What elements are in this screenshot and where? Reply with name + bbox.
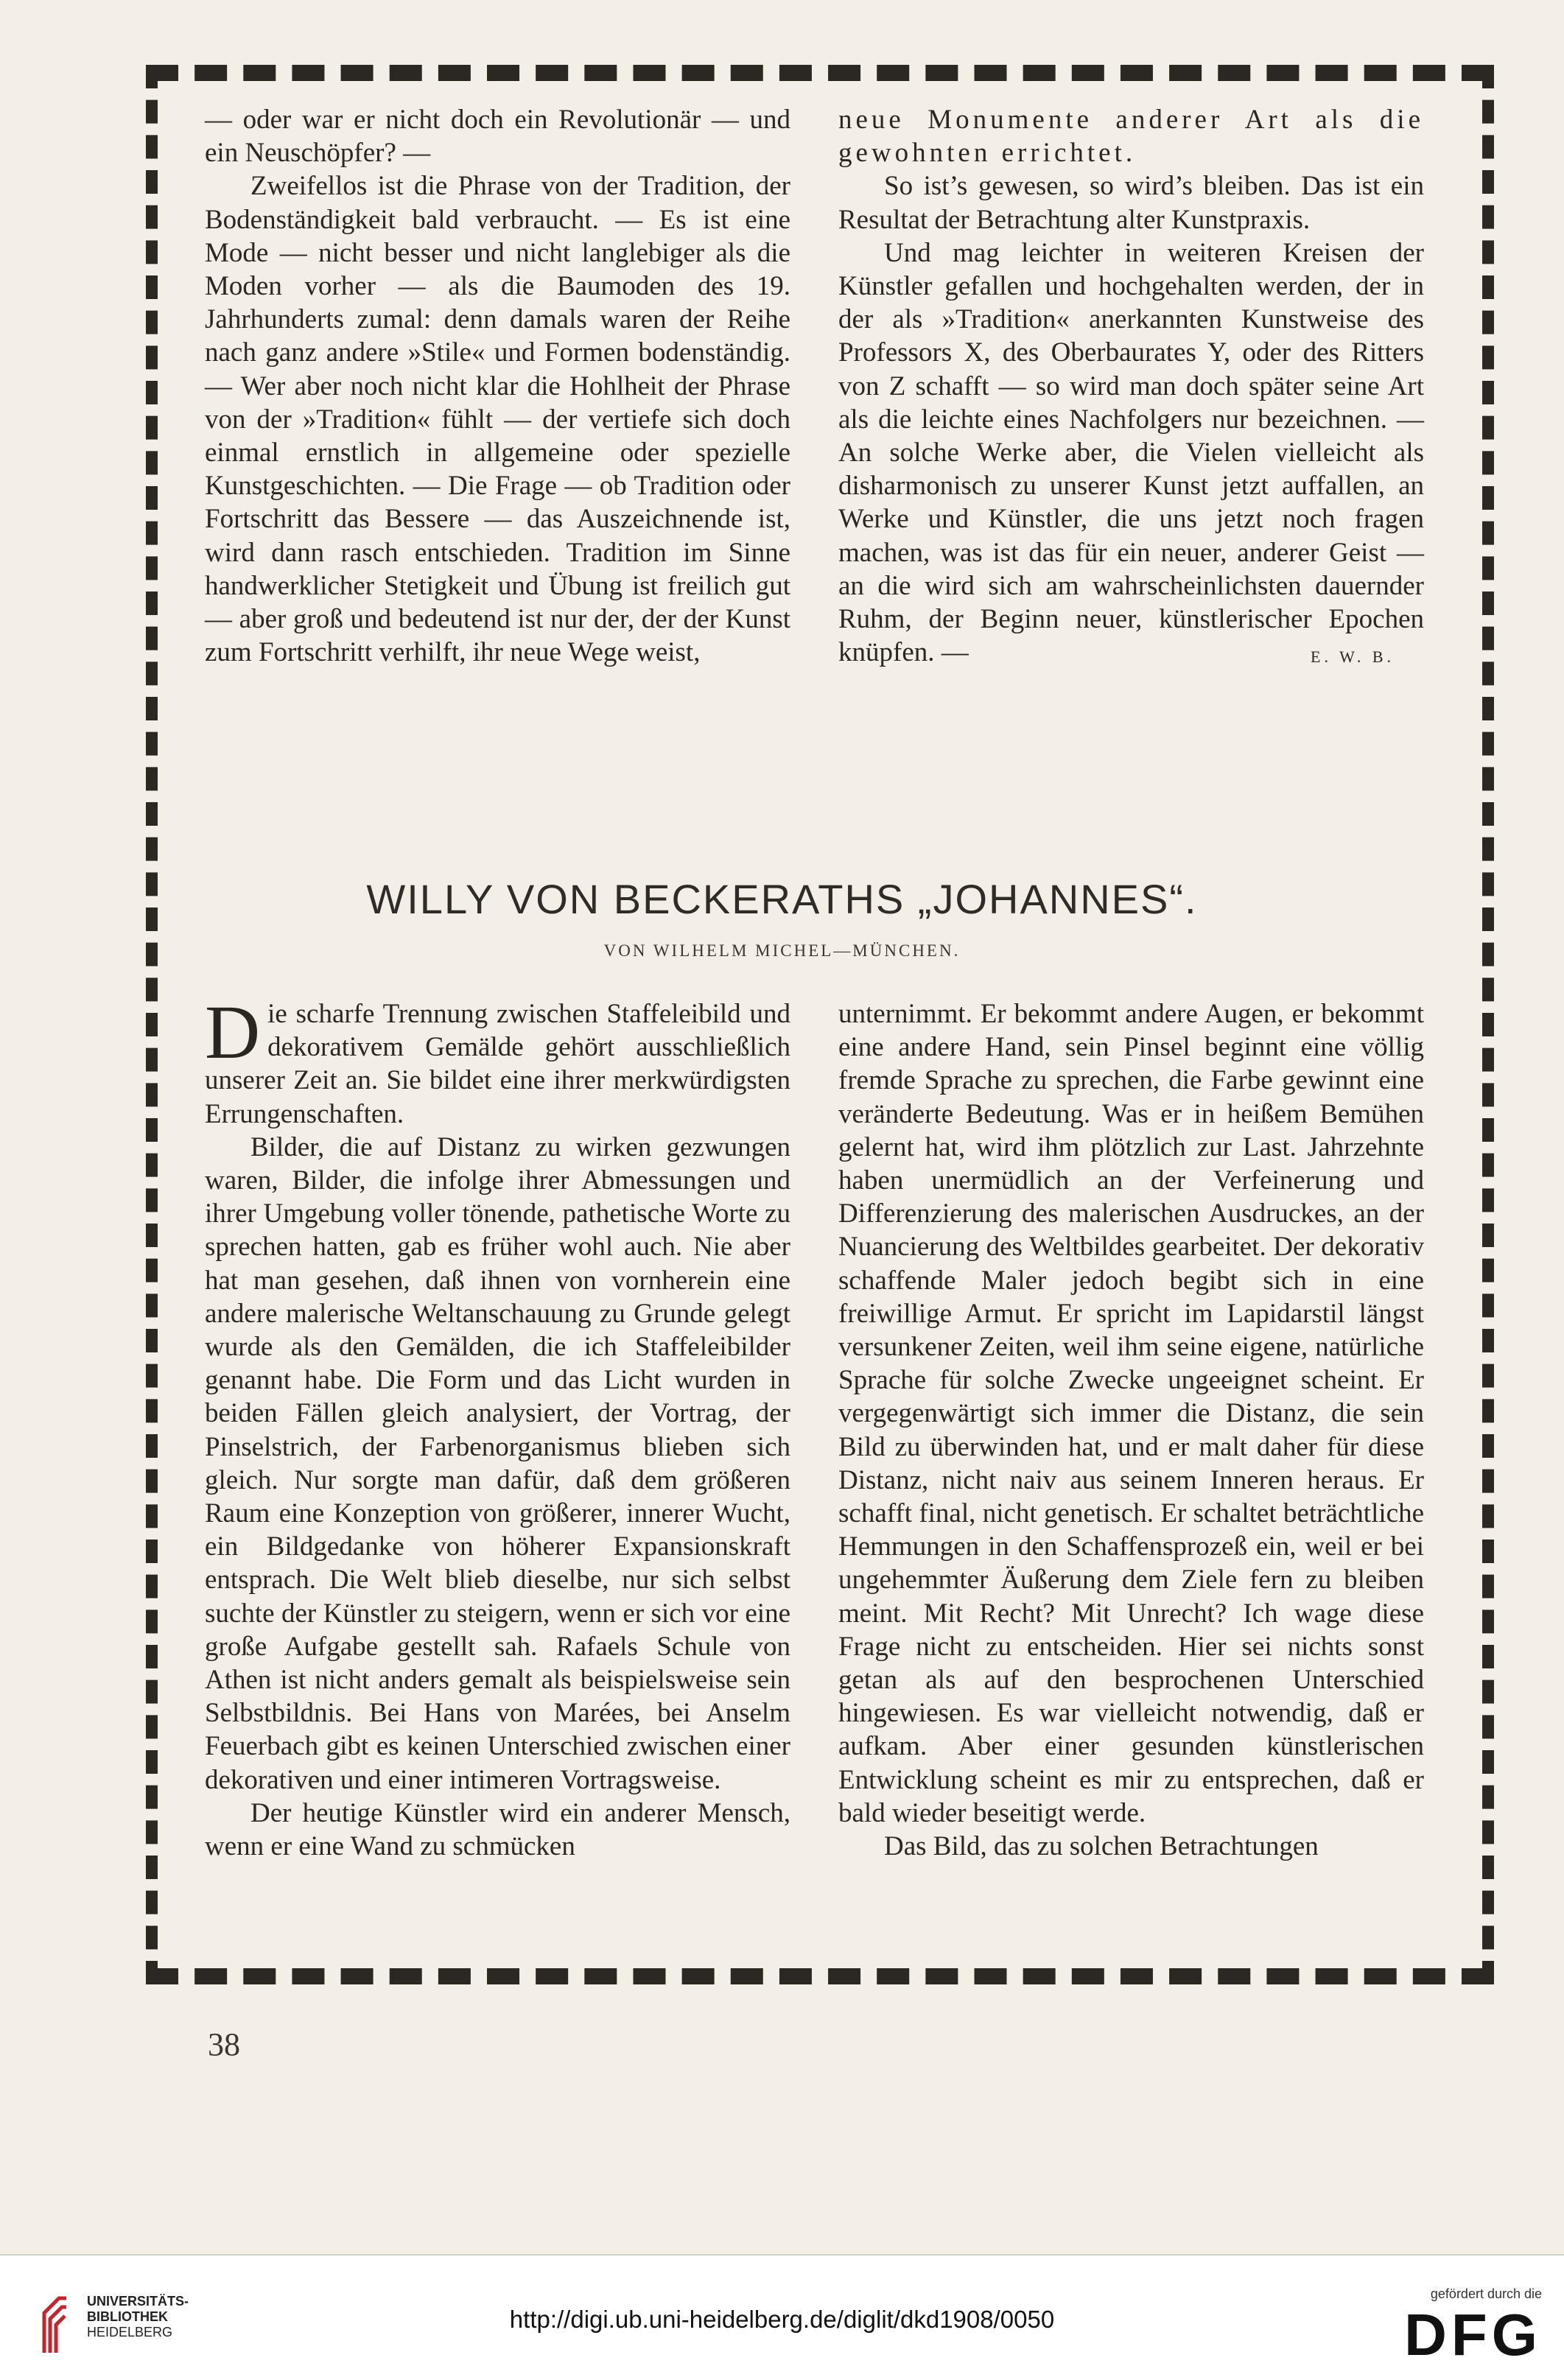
paragraph: Bilder, die auf Distanz zu wirken gezwungen waren, Bilder, die infolge ihrer Abmessungen und ihrer Umgebung voller tönende, pathetische Worte zu sprechen hatten, gab es früher wohl auch. Nie aber hat man gesehen, daß ihnen von vornherein eine andere malerische Weltanschauung zu Grunde gelegt wurde als den Gemälden, die ich Staffeleibilder genannt habe. Die Form und das Licht wurden in beiden Fällen gleich analysiert, der Vortrag, der Pinselstrich, der Farbenorganismus blieben sich gleich. Nur sorgte man dafür, daß dem größeren Raum eine Konzeption von größerer, innerer Wucht, ein Bildgedanke von höherer Expansionskraft entsprach. Die Welt blieb dieselbe, nur sich selbst suchte der Künstler zu steigern, wenn er sich vor eine große Aufgabe gestellt sah. Rafaels Schule von Athen ist nicht anders gemalt als beispielsweise sein Selbstbildnis. Bei Hans von Marées, bei Anselm Feuerbach gibt es keinen Unterschied zwischen einer dekorativen und einer intimeren Vortragsweise. [205,1131,790,1795]
page-number: 38 [208,2026,240,2063]
paragraph: Das Bild, das zu solchen Betrachtungen [884,1831,1319,1862]
paragraph: — oder war er nicht doch ein Revolutionär — und ein Neuschöpfer? — [205,105,790,169]
dfg-logo: DFG [1404,2302,1542,2367]
library-name-line: UNIVERSITÄTS- [87,2294,189,2309]
paragraph: So ist’s gewesen, so wird’s bleiben. Das ist ein Resultat der Betrachtung alter Kunstpraxis. [838,171,1424,235]
library-name-line: HEIDELBERG [87,2325,173,2339]
footer-bar [0,2254,1564,2380]
text-column-bottom-right [838,997,1424,1863]
text-column-top-right [838,103,1424,673]
author-signature: E. W. B. [1311,647,1395,667]
paragraph: unternimmt. Er bekommt andere Augen, er bekommt eine andere Hand, sein Pinsel beginnt eine völlig fremde Sprache zu sprechen, die Farbe gewinnt eine veränderte Bedeutung. Was er in heißem Bemühen gelernt hat, wird ihm plötzlich zur Last. Jahrzehnte haben unermüdlich an der Verfeinerung und Differenzierung des malerischen Ausdruckes, an der Nuancierung des Weltbildes gearbeitet. Der dekorativ schaffende Maler jedoch begibt sich in eine freiwillige Armut. Er spricht im Lapidarstil längst versunkener Zeiten, weil ihm seine eigene, natürliche Sprache für solche Zwecke ungeeignet scheint. Er vergegenwärtigt sich immer die Distanz, die sein Bild zu überwinden hat, und er malt daher für diese Distanz, nicht naiv aus seinem Inneren heraus. Er schafft final, nicht genetisch. Er schaltet beträchtliche Hemmungen in den Schaffensprozeß ein, weil er bei ungehemmter Äußerung dem Ziele fern zu bleiben meint. Mit Recht? Mit Unrecht? Ich wage diese Frage nicht zu entscheiden. Hier sei nichts sonst getan als auf den besprochenen Unterschied hingewiesen. Es war vielleicht notwendig, daß er aufkam. Aber einer gesunden künstlerischen Entwicklung scheint es mir zu entsprechen, daß er bald wieder beseitigt werde. [838,999,1424,1828]
library-name-line: BIBLIOTHEK [87,2309,168,2324]
text-column-top-left [205,103,790,669]
paragraph [205,990,790,1131]
paragraph [838,236,1424,670]
funder-block [1404,2286,1542,2368]
article-title: WILLY VON BECKERATHS „JOHANNES“. [366,876,1198,922]
paragraph: Zweifellos ist die Phrase von der Tradition, der Bodenständigkeit bald verbraucht. — Es ist eine Mode — nicht besser und nicht langlebiger als die Moden vorher — als die Baumoden des 19. Jahrhunderts zumal: denn damals waren der Reihe nach ganz andere »Stile« und Formen bodenständig. — Wer aber noch nicht klar die Hohlheit der Phrase von der »Tradition« fühlt — der vertiefe sich doch einmal ernstlich in allgemeine oder spezielle Kunstgeschichten. — Die Frage — ob Tradition oder Fortschritt das Bessere — das Auszeichnende ist, wird dann rasch entschieden. Tradition im Sinne handwerklicher Stetigkeit und Übung ist freilich gut — aber groß und bedeutend ist nur der, der der Kunst zum Fortschritt verhilft, ihr neue Wege weist, [205,171,790,668]
paragraph: neue Monumente anderer Art als die gewohnten errichtet. [838,105,1424,169]
article-byline: VON WILHELM MICHEL—MÜNCHEN. [603,941,961,960]
text-column-bottom-left [205,990,790,1863]
paragraph-text: Und mag leichter in weiteren Kreisen der Künstler gefallen und hochgehalten werden, der in der als »Tradition« anerkannten Kunstweise des Professors X, des Oberbaurates Y, oder des Ritters von Z schafft — so wird man doch später seine Art als die leichte eines Nachfolgers nur bezeichnen. — An solche Werke aber, die Vielen vielleicht als disharmonisch zu unserer Kunst jetzt auffallen, an Werke und Künstler, die uns jetzt noch fragen machen, was ist das für ein neuer, anderer Geist — an die wird sich am wahrscheinlichsten dauernder Ruhm, der Beginn neuer, künstlerischer Epochen knüpfen. — [838,237,1424,668]
funded-by-label: gefördert durch die [1430,2286,1542,2301]
document-url-link[interactable]: http://digi.ub.uni-heidelberg.de/diglit/dkd1908/0050 [509,2306,1055,2333]
paragraph: Der heutige Künstler wird ein anderer Mensch, wenn er eine Wand zu schmücken [205,1797,790,1862]
drop-cap: D [205,990,261,1075]
paragraph-text: ie scharfe Trennung zwischen Staffeleibild und dekorativem Gemälde gehört ausschließlich unserer Zeit an. Sie bildet eine ihrer merkwürdigsten Errungenschaften. [205,999,790,1129]
